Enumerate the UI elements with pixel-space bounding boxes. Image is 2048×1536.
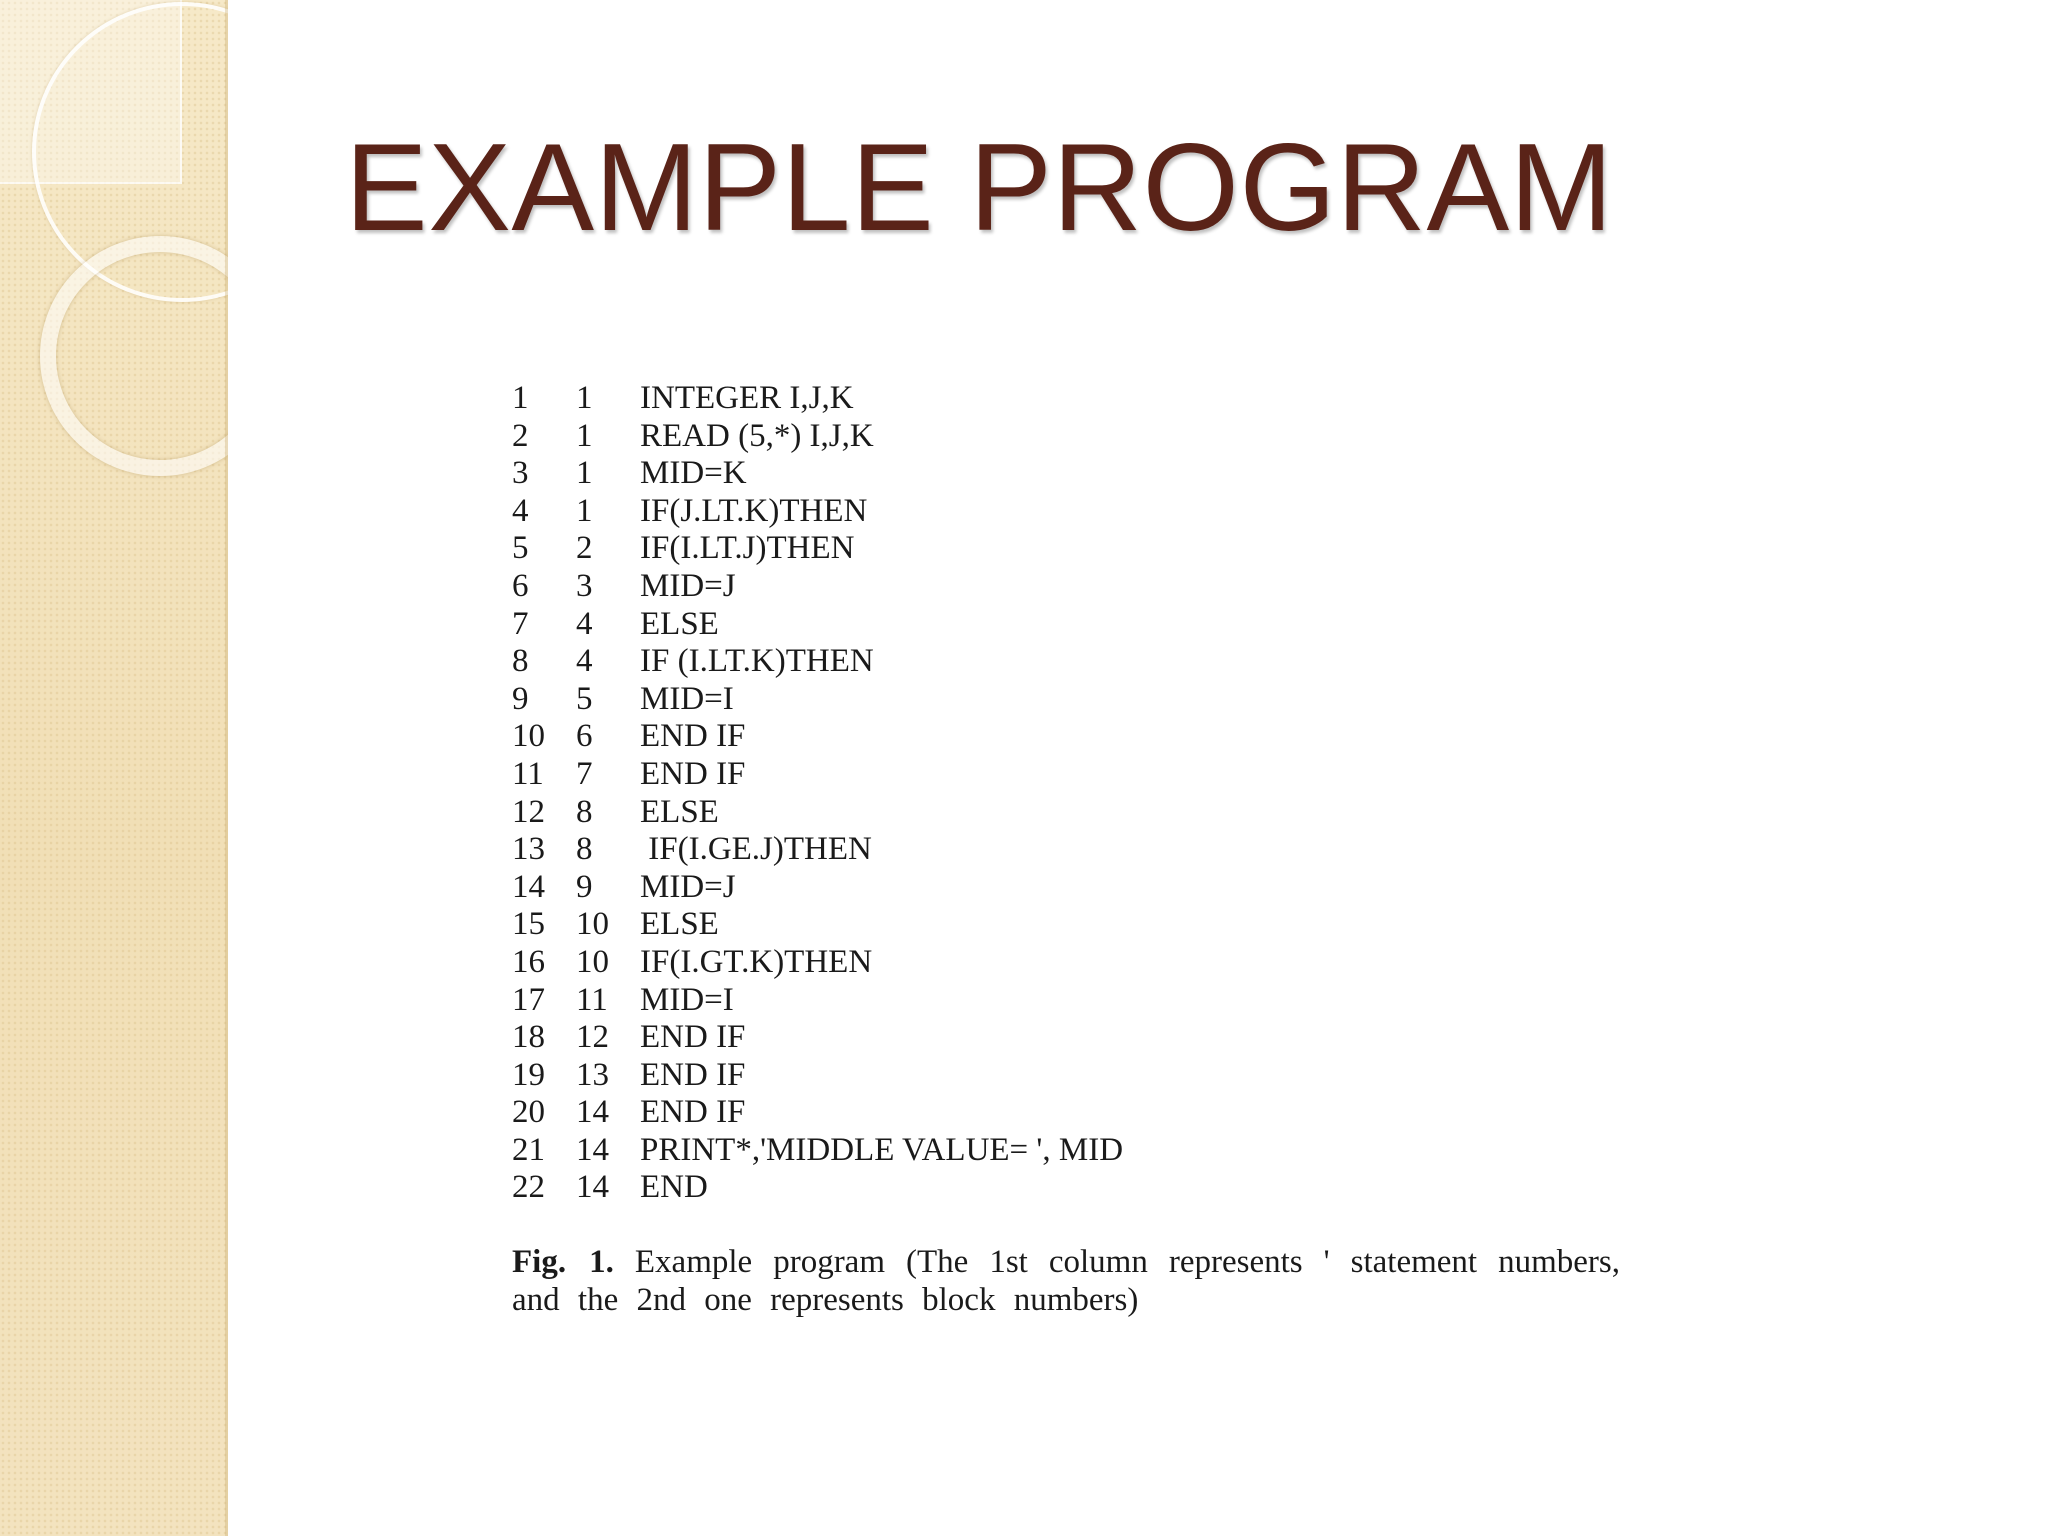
statement-number: 13 [512, 831, 545, 868]
code-text: ELSE [640, 906, 719, 943]
block-number: 4 [576, 605, 593, 642]
slide-title: EXAMPLE PROGRAM [345, 119, 1614, 257]
block-number: 8 [576, 793, 593, 830]
statement-number: 19 [512, 1056, 545, 1093]
statement-number: 9 [512, 680, 529, 717]
statement-number: 7 [512, 605, 529, 642]
block-number: 3 [576, 567, 593, 604]
code-text: MID=J [640, 868, 736, 905]
block-number: 8 [576, 831, 593, 868]
statement-number: 10 [512, 718, 545, 755]
block-number: 10 [576, 906, 609, 943]
code-text: END IF [640, 1056, 746, 1093]
statement-number: 15 [512, 906, 545, 943]
code-text: READ (5,*) I,J,K [640, 417, 874, 454]
code-text: MID=I [640, 981, 734, 1018]
code-text: END IF [640, 718, 746, 755]
block-number: 13 [576, 1056, 609, 1093]
block-number: 14 [576, 1169, 609, 1206]
statement-number: 8 [512, 643, 529, 680]
code-text: END IF [640, 1019, 746, 1056]
block-number: 1 [576, 492, 593, 529]
figure-caption [512, 1243, 1620, 1319]
statement-number: 22 [512, 1169, 545, 1206]
statement-number: 4 [512, 492, 529, 529]
code-text: END IF [640, 755, 746, 792]
code-text: IF(I.GE.J)THEN [640, 831, 872, 868]
code-text: INTEGER I,J,K [640, 380, 854, 416]
code-text: END [640, 1169, 708, 1206]
code-text: ELSE [640, 793, 719, 830]
block-number: 1 [576, 417, 593, 454]
block-number: 4 [576, 643, 593, 680]
statement-number: 12 [512, 793, 545, 830]
statement-number: 18 [512, 1019, 545, 1056]
block-number: 5 [576, 680, 593, 717]
decorative-side-band [0, 0, 228, 1536]
statement-number: 6 [512, 567, 529, 604]
block-number: 1 [576, 455, 593, 492]
block-number: 12 [576, 1019, 609, 1056]
statement-number: 21 [512, 1131, 545, 1168]
block-number: 10 [576, 943, 609, 980]
statement-number: 2 [512, 417, 529, 454]
figure-caption-text: Example program (The 1st column represents ' statement numbers, and the 2nd one represents block numbers) [512, 1244, 1621, 1318]
statement-number: 3 [512, 455, 529, 492]
statement-number: 16 [512, 943, 545, 980]
code-text: IF (I.LT.K)THEN [640, 643, 874, 680]
code-text: MID=K [640, 455, 747, 492]
code-text: IF(I.GT.K)THEN [640, 943, 873, 980]
block-number: 1 [576, 380, 593, 416]
figure-caption-label: Fig. 1. [512, 1244, 614, 1280]
statement-number: 20 [512, 1094, 545, 1131]
code-text: MID=I [640, 680, 734, 717]
block-number: 2 [576, 530, 593, 567]
block-number: 11 [576, 981, 608, 1018]
block-number: 9 [576, 868, 593, 905]
statement-number: 5 [512, 530, 529, 567]
statement-number: 11 [512, 755, 544, 792]
statement-number: 1 [512, 380, 529, 416]
statement-number: 14 [512, 868, 545, 905]
block-number: 14 [576, 1094, 609, 1131]
code-text: IF(I.LT.J)THEN [640, 530, 855, 567]
code-text: IF(J.LT.K)THEN [640, 492, 868, 529]
block-number: 14 [576, 1131, 609, 1168]
block-number: 7 [576, 755, 593, 792]
code-text: MID=J [640, 567, 736, 604]
decorative-ring-middle [40, 236, 228, 476]
code-text: END IF [640, 1094, 746, 1131]
code-text: ELSE [640, 605, 719, 642]
code-text: PRINT*,'MIDDLE VALUE= ', MID [640, 1131, 1124, 1168]
statement-number: 17 [512, 981, 545, 1018]
block-number: 6 [576, 718, 593, 755]
